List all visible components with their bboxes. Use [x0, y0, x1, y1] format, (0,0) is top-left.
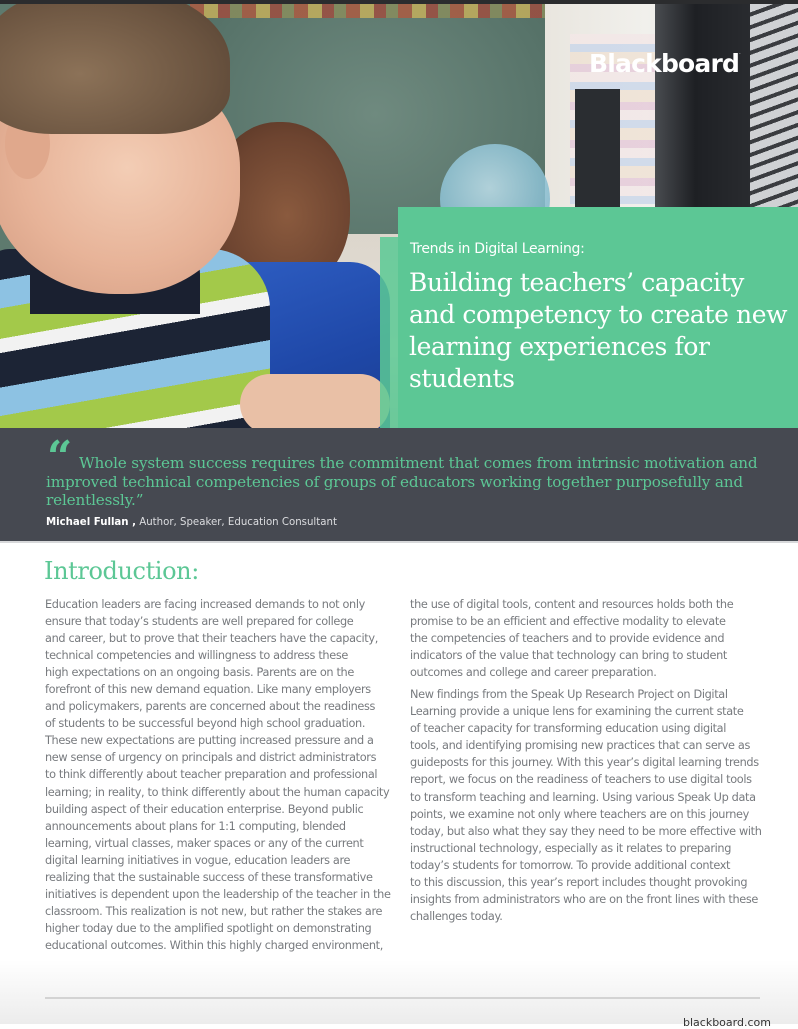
body-line: to transform teaching and learning. Using various Speak Up data: [410, 790, 756, 804]
body-line: classroom. This realization is not new, but rather the stakes are: [45, 904, 383, 918]
body-line: tools, and identifying promising new practices that can serve as: [410, 739, 751, 753]
logo-mark: ·: [739, 51, 740, 57]
body-line: outcomes and college and career preparation.: [410, 666, 657, 680]
footer-divider: [45, 997, 760, 999]
quote-open-icon: “: [47, 432, 73, 483]
report-title: Building teachers’ capacity and competency to create new learning experiences for students: [409, 268, 788, 393]
body-line: new sense of urgency on principals and district administrators: [45, 751, 377, 765]
chalkboard-border-image: [190, 4, 560, 18]
body-line: educational outcomes. Within this highly charged environment,: [45, 938, 383, 952]
body-line: report, we focus on the readiness of teachers to use digital tools: [410, 773, 752, 787]
body-line: high expectations on an ongoing basis. Parents are on the: [45, 666, 354, 680]
body-line: realizing that the sustainable success of these transformative: [45, 870, 373, 884]
logo-text: Blackboard: [589, 49, 740, 78]
body-line: of students to be successful beyond high school graduation.: [45, 717, 366, 731]
body-line: Education leaders are facing increased demands to not only: [45, 598, 365, 611]
section-heading: Introduction:: [44, 557, 199, 585]
body-line: initiatives is dependent upon the leadership of the teacher in the: [45, 887, 391, 901]
title-box-accent: [380, 237, 398, 428]
body-line: the use of digital tools, content and resources holds both the: [410, 598, 734, 611]
body-line: digital learning initiatives in vogue, education leaders are: [45, 853, 351, 867]
body-line: challenges today.: [410, 909, 503, 923]
body-line: technical competencies and willingness to address these: [45, 649, 348, 663]
quote-author: Michael Fullan ,: [46, 517, 136, 528]
body-line: building aspect of their education enterprise. Beyond public: [45, 802, 364, 816]
blackboard-logo: [589, 49, 740, 78]
body-column-left: [45, 596, 400, 954]
body-line: guideposts for this journey. With this year’s digital learning trends: [410, 756, 759, 770]
body-line: to this discussion, this year’s report includes thought provoking: [410, 875, 748, 889]
body-line: to think differently about teacher preparation and professional: [45, 768, 378, 782]
monitor-image: [575, 89, 620, 219]
body-line: promise to be an efficient and effective modality to elevate: [410, 615, 726, 629]
student-arm-image: [240, 374, 390, 428]
body-line: higher today due to the amplified spotlight on demonstrating: [45, 921, 372, 935]
body-line: today’s students for tomorrow. To provide additional context: [410, 858, 731, 872]
report-series-label: Trends in Digital Learning:: [410, 241, 585, 257]
body-line: announcements about plans for 1:1 computing, blended: [45, 819, 346, 833]
body-paragraph: [45, 596, 400, 954]
monitor-vent-image: [750, 4, 798, 219]
body-line: instructional technology, especially as it relates to preparing: [410, 841, 732, 855]
body-line: Learning provide a unique lens for examining the current state: [410, 705, 744, 719]
body-line: the competencies of teachers and to provide evidence and: [410, 632, 725, 646]
body-line: insights from administrators who are on the front lines with these: [410, 892, 759, 906]
body-line: ensure that today’s students are well prepared for college: [45, 615, 354, 629]
body-line: New findings from the Speak Up Research Project on Digital: [410, 688, 728, 702]
pull-quote: Whole system success requires the commitment that comes from intrinsic motivation and improved technical competencies of groups of educators working together purposefully and relentlessly.”: [46, 454, 758, 509]
body-paragraph: [410, 686, 772, 925]
student-hair-image: [0, 4, 230, 134]
body-line: points, we examine not only where teachers are on this journey: [410, 807, 749, 821]
quote-author-role: Author, Speaker, Education Consultant: [135, 517, 337, 528]
monitor-image: [655, 4, 755, 219]
body-column-right: [410, 596, 772, 925]
body-line: learning, virtual classes, maker spaces or any of the current: [45, 836, 364, 850]
quote-band-divider: [0, 541, 798, 543]
body-line: and policymakers, parents are concerned about the readiness: [45, 700, 376, 714]
body-paragraph: [410, 596, 772, 681]
quote-attribution: [46, 517, 337, 528]
body-line: forefront of this new demand equation. Like many employers: [45, 683, 371, 697]
body-line: indicators of the value that technology can bring to student: [410, 649, 727, 663]
title-box: [398, 207, 798, 428]
footer-url: blackboard.com: [683, 1016, 771, 1029]
body-line: of teacher capacity for transforming education using digital: [410, 722, 727, 736]
body-line: learning; in reality, to think differently about the human capacity: [45, 785, 390, 799]
body-line: These new expectations are putting increased pressure and a: [45, 734, 374, 748]
body-line: today, but also what they say they need to be more effective with: [410, 824, 762, 838]
body-line: and career, but to prove that their teachers have the capacity,: [45, 632, 378, 646]
